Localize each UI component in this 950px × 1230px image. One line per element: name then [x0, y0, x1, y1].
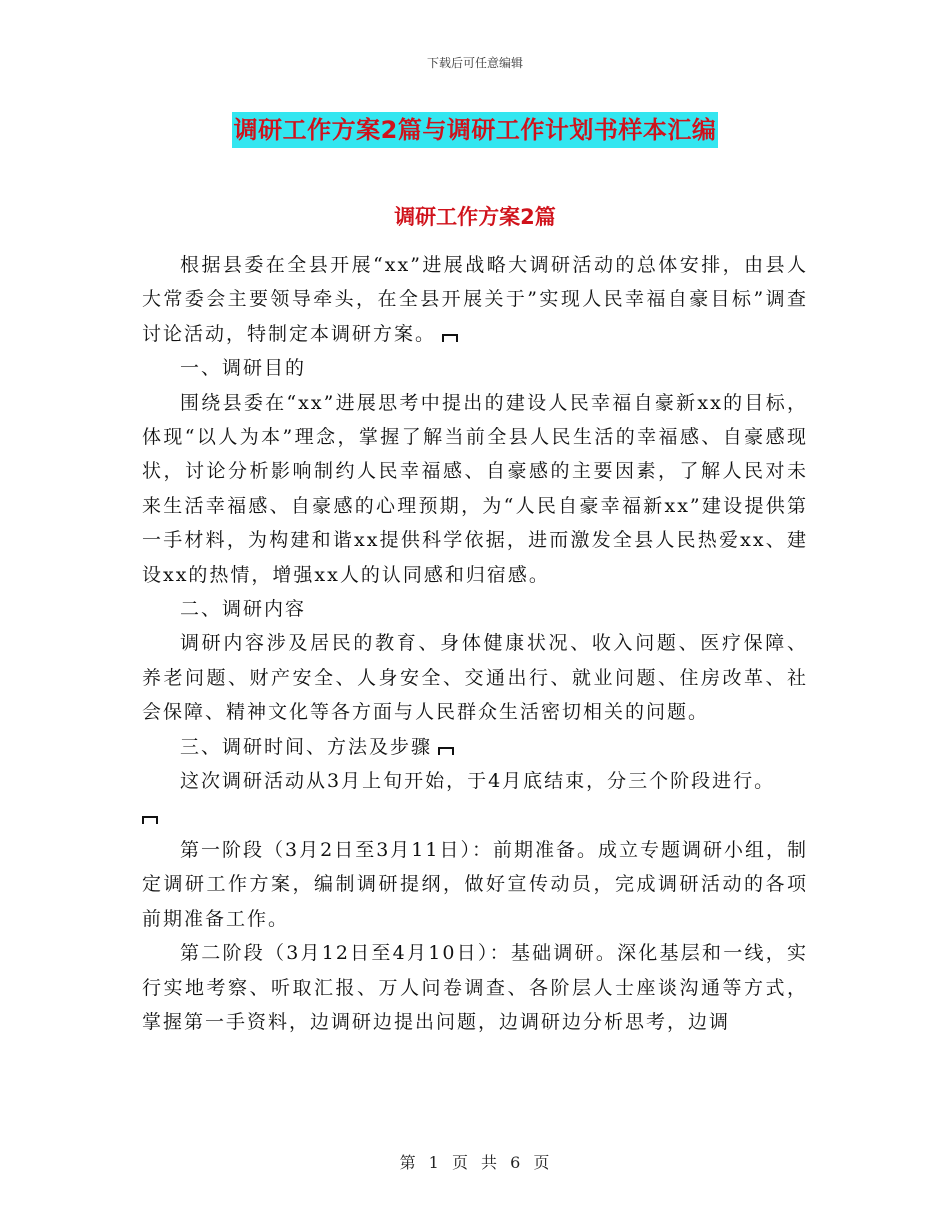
document-title: 调研工作方案2篇与调研工作计划书样本汇编 — [232, 112, 719, 148]
heading-purpose: 一、调研目的 — [180, 357, 307, 380]
paragraph-intro-text: 根据县委在全县开展“xx”进展战略大调研活动的总体安排，由县人大常委会主要领导牵头，在全县开展关于”实现人民幸福自豪目标”调查讨论活动，特制定本调研方案。 — [142, 254, 808, 345]
bracket-mark-icon — [442, 334, 458, 342]
section-title: 调研工作方案2篇 — [394, 205, 556, 229]
document-body — [142, 248, 808, 1039]
paragraph-stage-two: 第二阶段（3月12日至4月10日）：基础调研。深化基层和一线，实行实地考察、听取汇报、万人问卷调查、各阶层人士座谈沟通等方式，掌握第一手资料，边调研边提出问题，边调研边分析思考，边调 — [142, 942, 808, 1033]
paragraph-purpose: 围绕县委在“xx”进展思考中提出的建设人民幸福自豪新xx的目标，体现“以人为本”理念，掌握了解当前全县人民生活的幸福感、自豪感现状，讨论分析影响制约人民幸福感、自豪感的主要因素，了解人民对未来生活幸福感、自豪感的心理预期，为“人民自豪幸福新xx”建设提供第一手材料，为构建和谐xx提供科学依据，进而激发全县人民热爱xx、建设xx的热情，增强xx人的认同感和归宿感。 — [142, 391, 808, 586]
document-title-container — [0, 112, 950, 148]
mark-line — [142, 799, 808, 833]
paragraph-stage-one: 第一阶段（3月2日至3月11日）：前期准备。成立专题调研小组，制定调研工作方案，编制调研提纲，做好宣传动员，完成调研活动的各项前期准备工作。 — [142, 838, 808, 930]
bracket-mark-icon — [142, 816, 158, 824]
bracket-mark-icon — [438, 747, 454, 755]
page-footer-number: 第 1 页 共 6 页 — [399, 1153, 551, 1172]
paragraph-content: 调研内容涉及居民的教育、身体健康状况、收入问题、医疗保障、养老问题、财产安全、人身安全、交通出行、就业问题、住房改革、社会保障、精神文化等各方面与人民群众生活密切相关的问题。 — [142, 632, 808, 724]
heading-schedule-text: 三、调研时间、方法及步骤 — [180, 735, 433, 758]
page-header-note: 下载后可任意编辑 — [426, 56, 523, 70]
heading-schedule — [142, 730, 808, 764]
paragraph-schedule: 这次调研活动从3月上旬开始，于4月底结束，分三个阶段进行。 — [180, 770, 776, 793]
heading-content: 二、调研内容 — [180, 598, 307, 621]
paragraph-intro — [142, 248, 808, 351]
